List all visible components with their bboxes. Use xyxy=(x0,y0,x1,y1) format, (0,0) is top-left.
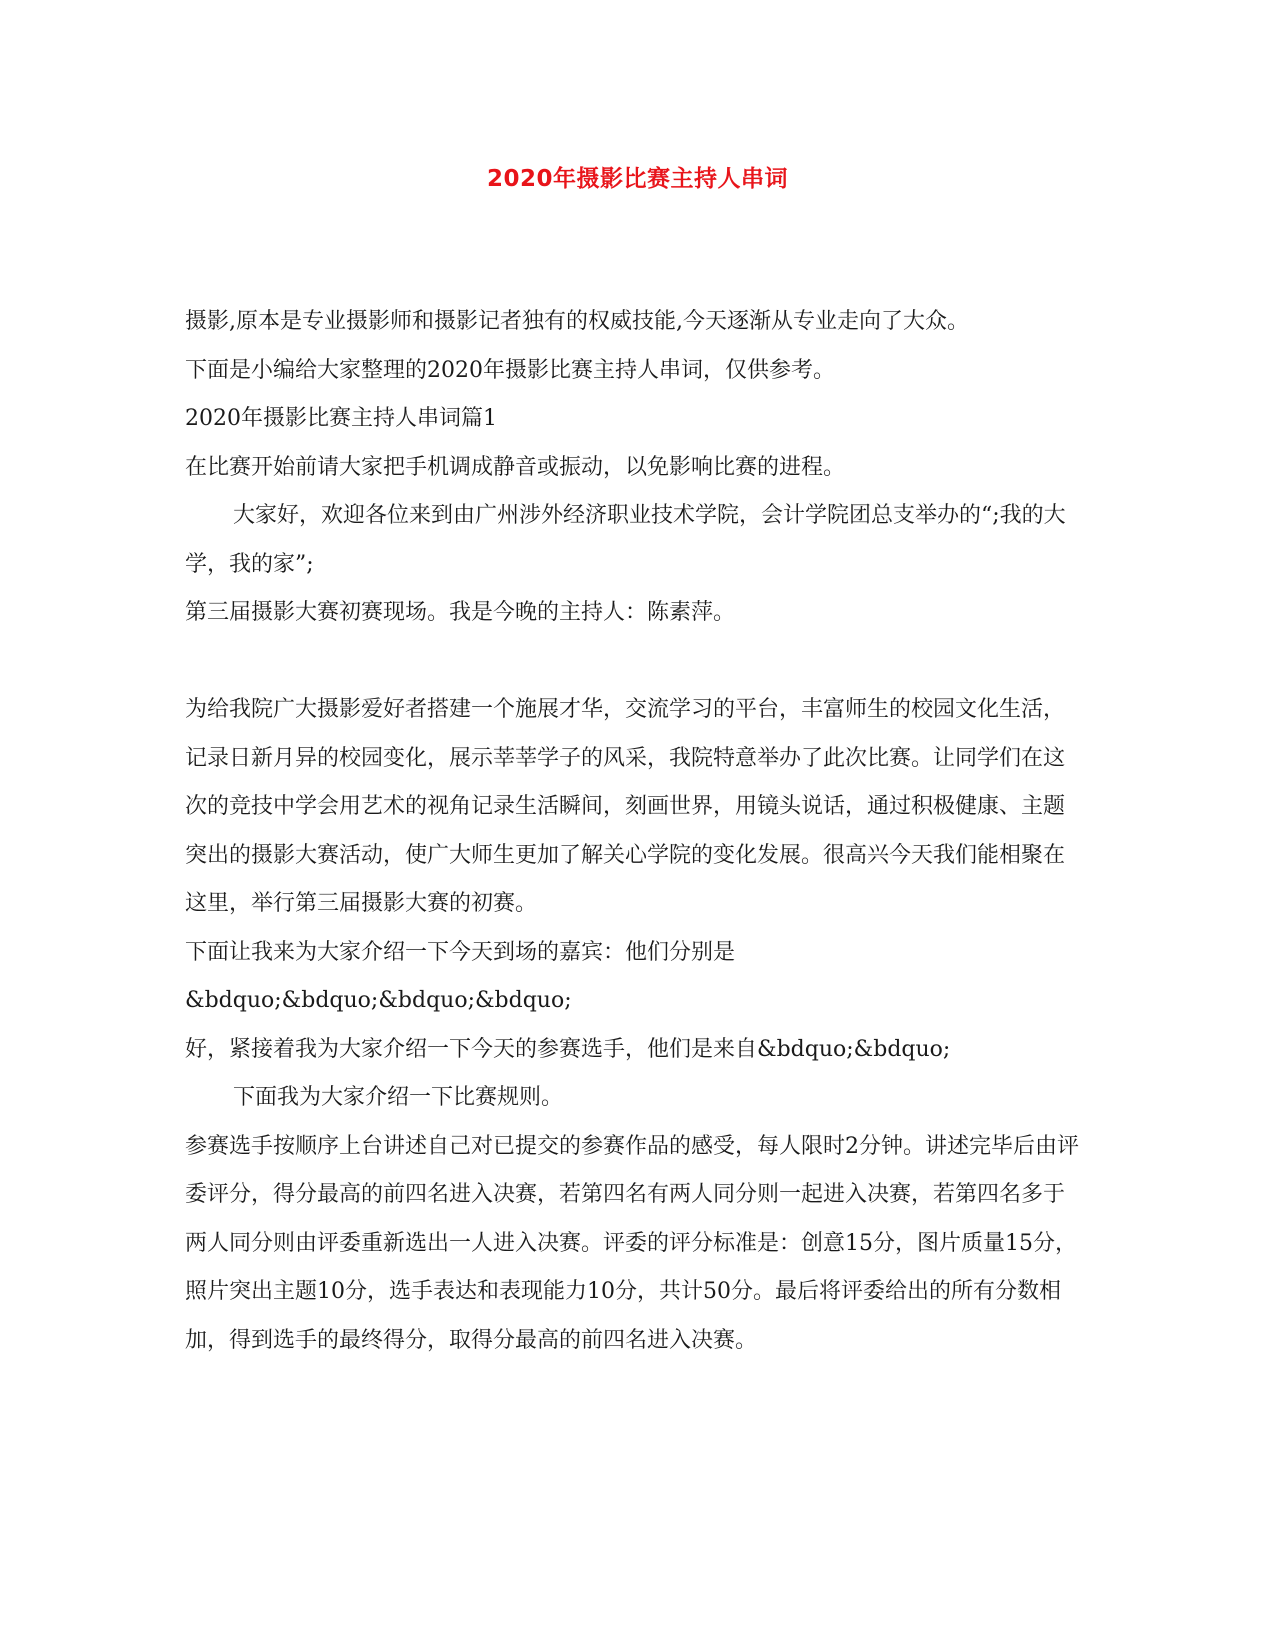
paragraph-welcome: 大家好，欢迎各位来到由广州涉外经济职业技术学院，会计学院团总支举办的“;我的大学，我的家”; xyxy=(185,503,1066,577)
document-body xyxy=(185,298,1085,1365)
paragraph-note: 下面是小编给大家整理的2020年摄影比赛主持人串词，仅供参考。 xyxy=(185,357,835,383)
paragraph-intro: 摄影,原本是专业摄影师和摄影记者独有的权威技能,今天逐渐从专业走向了大众。 xyxy=(185,309,969,334)
paragraph-purpose: 为给我院广大摄影爱好者搭建一个施展才华，交流学习的平台，丰富师生的校园文化生活，记录日新月异的校园变化，展示莘莘学子的风采，我院特意举办了此次比赛。让同学们在这次的竞技中学会用艺术的视角记录生活瞬间，刻画世界，用镜头说话，通过积极健康、主题突出的摄影大赛活动，使广大师生更加了解关心学院的变化发展。很高兴今天我们能相聚在这里，举行第三届摄影大赛的初赛。 xyxy=(185,697,1066,916)
paragraph-guests: 下面让我来为大家介绍一下今天到场的嘉宾：他们分别是&bdquo;&bdquo;&bdquo;&bdquo; xyxy=(185,939,736,1013)
section-heading: 2020年摄影比赛主持人串词篇1 xyxy=(185,406,497,431)
blank-line xyxy=(185,638,1085,687)
paragraph-host-intro: 第三届摄影大赛初赛现场。我是今晚的主持人：陈素萍。 xyxy=(185,600,736,625)
document-title: 2020年摄影比赛主持人串词 xyxy=(486,166,788,192)
paragraph-phone-reminder: 在比赛开始前请大家把手机调成静音或振动，以免影响比赛的进程。 xyxy=(185,454,846,480)
paragraph-contestants: 好，紧接着我为大家介绍一下今天的参赛选手，他们是来自&bdquo;&bdquo; xyxy=(185,1036,951,1062)
paragraph-rules: 参赛选手按顺序上台讲述自己对已提交的参赛作品的感受，每人限时2分钟。讲述完毕后由评委评分，得分最高的前四名进入决赛，若第四名有两人同分则一起进入决赛，若第四名多于两人同分则由评委重新选出一人进入决赛。评委的评分标准是：创意15分，图片质量15分，照片突出主题10分，选手表达和表现能力10分，共计50分。最后将评委给出的所有分数相加，得到选手的最终得分，取得分最高的前四名进入决赛。 xyxy=(185,1133,1080,1353)
paragraph-rules-intro: 下面我为大家介绍一下比赛规则。 xyxy=(233,1085,564,1110)
